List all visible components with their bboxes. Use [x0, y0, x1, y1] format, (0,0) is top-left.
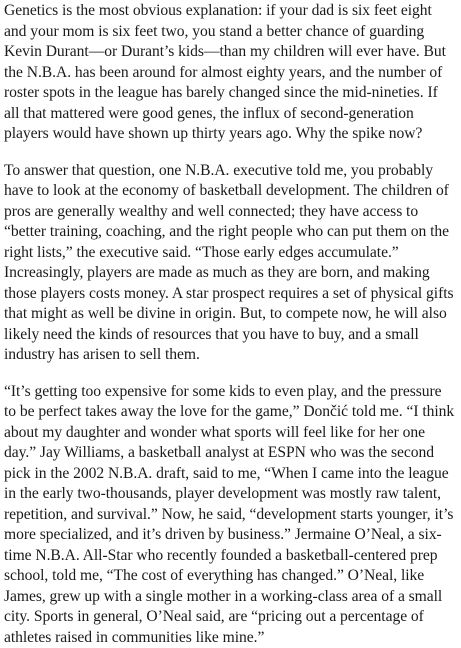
paragraph-genetics: Genetics is the most obvious explanation: if your dad is six feet eight and your mom is six feet two, you stand a better chance of guarding Kevin Durant—or Durant’s kids—than my children will ever have. But the N.B.A. has been around for almost eighty years, and the number of roster spots in the league has barely changed since the mid-nineties. If all that mattered were good genes, the influx of second-generation players would have shown up thirty years ago. Why the spike now?: [4, 1, 457, 145]
paragraph-cost: “It’s getting too expensive for some kids to even play, and the pressure to be perfect takes away the love for the game,” Dončić told me. “I think about my daughter and wonder what sports will feel like for her one day.” Jay Williams, a basketball analyst at ESPN who was the second pick in the 2002 N.B.A. draft, said to me, “When I came into the league in the early two-thousands, player development was mostly raw talent, repetition, and survival.” Now, he said, “development starts younger, it’s more specialized, and it’s driven by business.” Jermaine O’Neal, a six-time N.B.A. All-Star who recently founded a basketball-centered prep school, told me, “The cost of everything has changed.” O’Neal, like James, grew up with a single mother in a working-class area of a small city. Sports in general, O’Neal said, are “pricing out a percentage of athletes raised in communities like mine.”: [4, 382, 457, 648]
article-body: [0, 1, 461, 648]
paragraph-economy: To answer that question, one N.B.A. executive told me, you probably have to look at the economy of basketball development. The children of pros are generally wealthy and well connected; they have access to “better training, coaching, and the right people who can put them on the right lists,” the executive said. “Those early edges accumulate.” Increasingly, players are made as much as they are born, and making those players costs money. A star prospect requires a set of physical gifts that might as well be divine in origin. But, to compete now, he will also likely need the kinds of resources that you have to buy, and a small industry has arisen to sell them.: [4, 161, 457, 366]
